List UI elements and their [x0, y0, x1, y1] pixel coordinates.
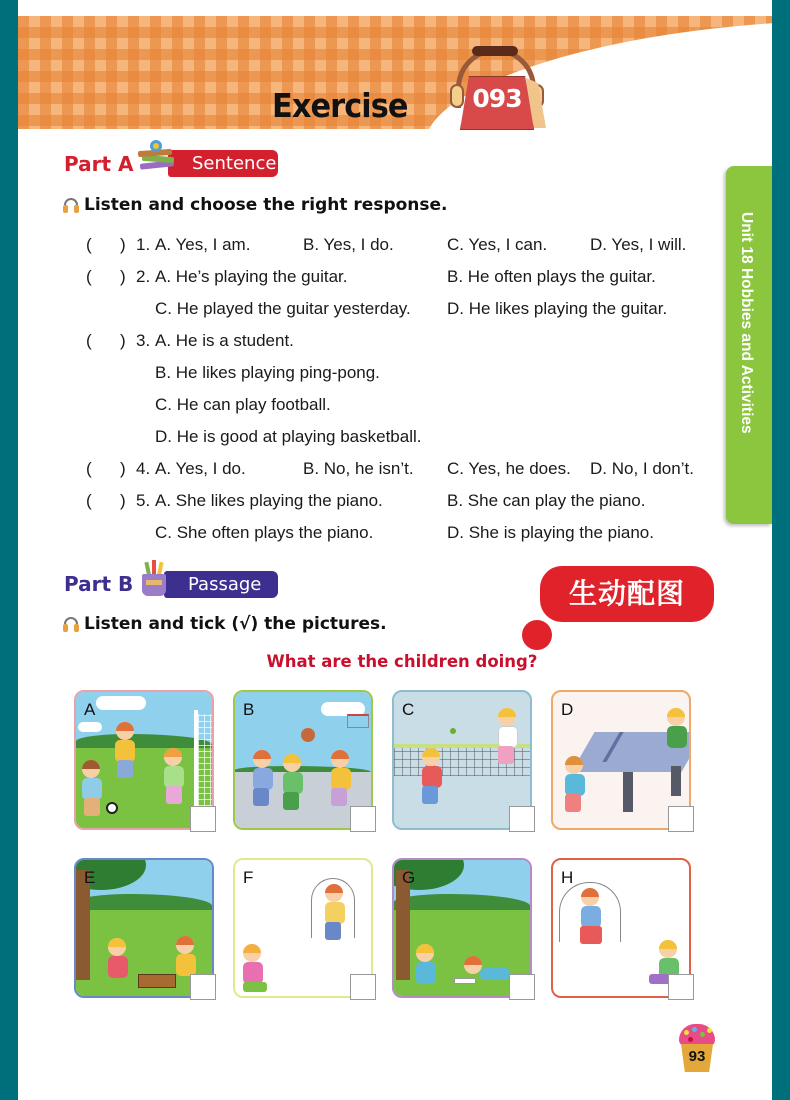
- part-a-label: Part A: [64, 152, 134, 176]
- answer-blank-5[interactable]: ( ): [86, 491, 126, 510]
- answer-blank-2[interactable]: ( ): [86, 267, 126, 286]
- option: C. He can play football.: [155, 395, 331, 414]
- option: C. Yes, he does.: [447, 459, 571, 478]
- part-b-pill: Passage: [164, 571, 278, 598]
- option: B. He often plays the guitar.: [447, 267, 656, 286]
- tick-box-h[interactable]: [668, 974, 694, 1000]
- exercise-title: Exercise: [272, 86, 408, 125]
- option: A. He is a student.: [155, 331, 294, 350]
- answer-blank-4[interactable]: ( ): [86, 459, 126, 478]
- picture-label: F: [243, 868, 254, 887]
- exercise-number: 093: [472, 84, 522, 113]
- picture-label: B: [243, 700, 255, 719]
- tick-box-b[interactable]: [350, 806, 376, 832]
- picture-question: What are the children doing?: [266, 652, 538, 671]
- tick-box-e[interactable]: [190, 974, 216, 1000]
- tick-box-c[interactable]: [509, 806, 535, 832]
- option: A. She likes playing the piano.: [155, 491, 383, 510]
- unit-title: Unit 18 Hobbies and Activities: [738, 212, 755, 434]
- tick-box-a[interactable]: [190, 806, 216, 832]
- tick-box-f[interactable]: [350, 974, 376, 1000]
- unit-side-tab: [726, 166, 772, 524]
- picture-label: H: [561, 868, 574, 887]
- workbook-page: [18, 0, 772, 1100]
- option: A. Yes, I am.: [155, 235, 251, 254]
- part-b-label: Part B: [64, 572, 134, 596]
- cupcake-page-number-icon: [678, 1022, 716, 1074]
- part-a-pill: Sentence: [168, 150, 278, 177]
- tick-box-g[interactable]: [509, 974, 535, 1000]
- option: B. He likes playing ping-pong.: [155, 363, 380, 382]
- option: A. He’s playing the guitar.: [155, 267, 348, 286]
- picture-label: C: [402, 700, 415, 719]
- option: B. Yes, I do.: [303, 235, 394, 254]
- part-a-instruction: Listen and choose the right response.: [62, 195, 448, 215]
- headphones-icon: [62, 197, 80, 213]
- headphone-box-icon: [442, 48, 552, 132]
- option: D. She is playing the piano.: [447, 523, 654, 542]
- picture-label: E: [84, 868, 96, 887]
- picture-label: A: [84, 700, 96, 719]
- part-b-instruction: Listen and tick (√) the pictures.: [62, 614, 387, 634]
- pencil-cup-icon: [138, 560, 178, 600]
- headphones-icon: [62, 616, 80, 632]
- option: B. No, he isn’t.: [303, 459, 414, 478]
- question-number: 4.: [136, 459, 151, 478]
- question-number: 2.: [136, 267, 151, 286]
- books-bird-icon: [138, 140, 178, 180]
- tick-box-d[interactable]: [668, 806, 694, 832]
- answer-blank-3[interactable]: ( ): [86, 331, 126, 350]
- question-number: 1.: [136, 235, 151, 254]
- page-number: 93: [688, 1048, 706, 1065]
- option: C. She often plays the piano.: [155, 523, 374, 542]
- option: A. Yes, I do.: [155, 459, 246, 478]
- option: D. Yes, I will.: [590, 235, 687, 254]
- option: C. He played the guitar yesterday.: [155, 299, 411, 318]
- vivid-illustration-badge: 生动配图: [540, 566, 714, 622]
- question-number: 5.: [136, 491, 151, 510]
- picture-label: G: [402, 868, 416, 887]
- option: C. Yes, I can.: [447, 235, 548, 254]
- answer-blank-1[interactable]: ( ): [86, 235, 126, 254]
- picture-label: D: [561, 700, 574, 719]
- option: B. She can play the piano.: [447, 491, 646, 510]
- badge-dot: [522, 620, 552, 650]
- option: D. He is good at playing basketball.: [155, 427, 422, 446]
- option: D. He likes playing the guitar.: [447, 299, 668, 318]
- option: D. No, I don’t.: [590, 459, 694, 478]
- question-number: 3.: [136, 331, 151, 350]
